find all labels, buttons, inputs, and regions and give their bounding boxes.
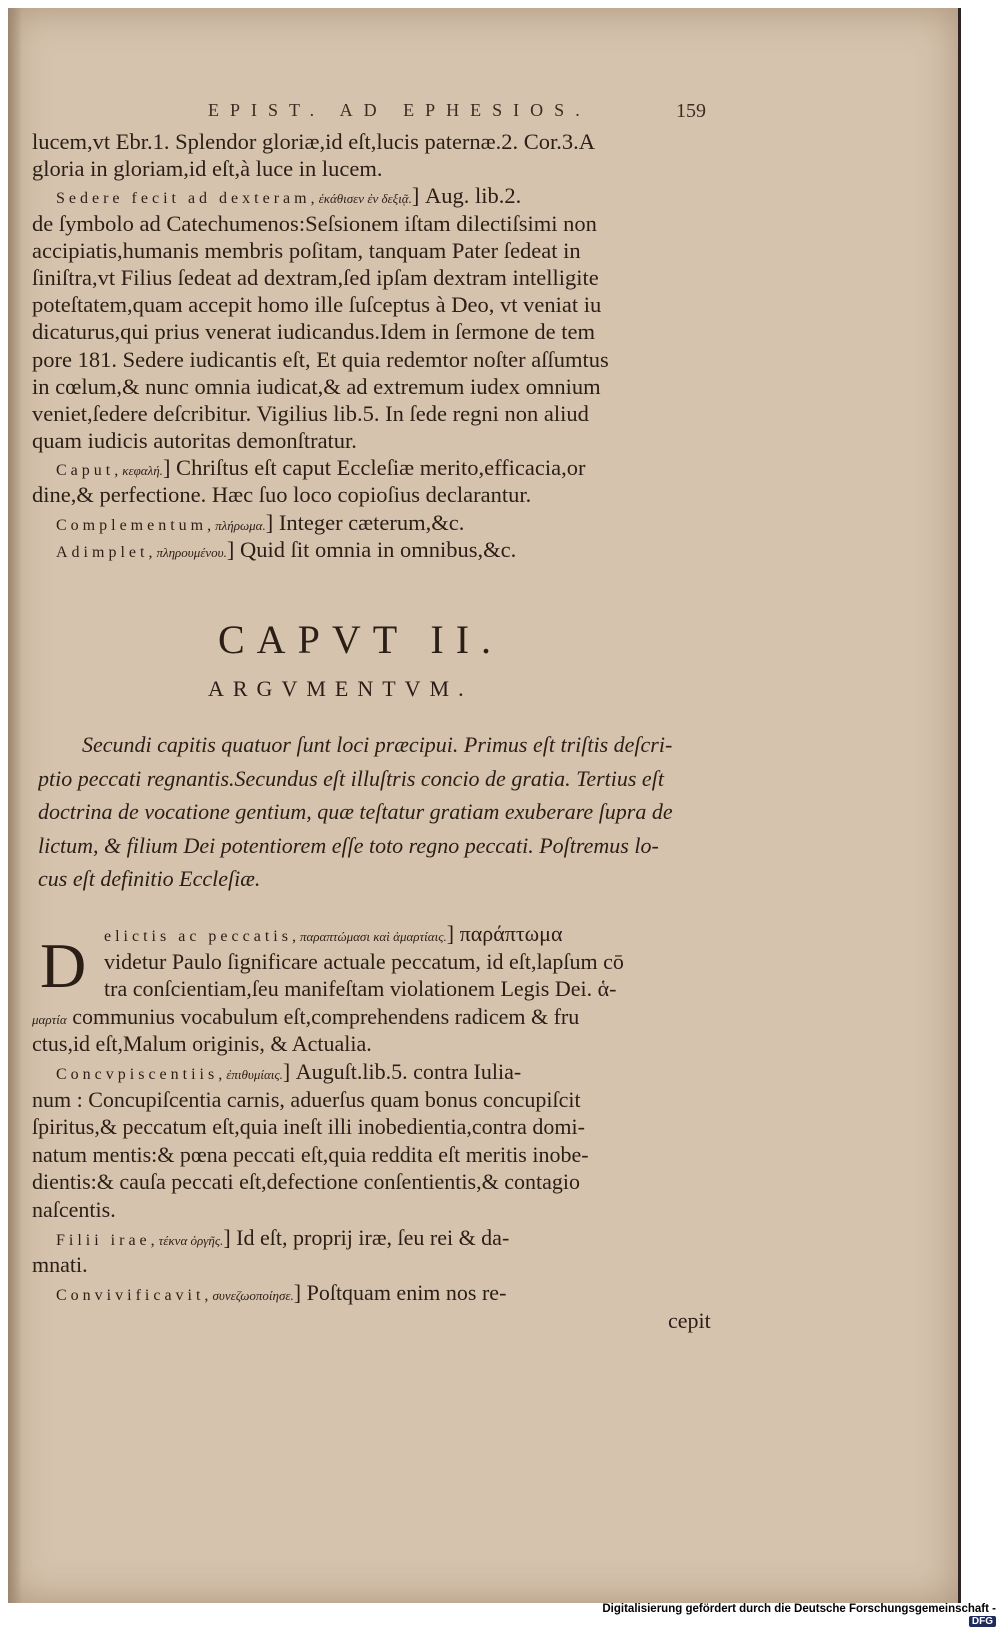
argument-line: lictum, & filium Dei potentiorem eſſe toto regno peccati. Poſtremus lo- bbox=[38, 832, 659, 858]
chapter-title: CAPVT II. bbox=[218, 617, 504, 662]
line-text: tra conſcientiam,ſeu manifeſtam violationem Legis Dei. ἁ- bbox=[104, 976, 617, 1002]
text-line bbox=[32, 1196, 722, 1224]
text-line bbox=[32, 237, 722, 264]
text-line bbox=[32, 291, 722, 318]
folio-number: 159 bbox=[676, 100, 706, 122]
line-text: mnati. bbox=[32, 1252, 88, 1278]
text-line bbox=[32, 155, 722, 182]
line-text: quam iudicis autoritas demonſtratur. bbox=[32, 428, 357, 454]
text-line bbox=[32, 1058, 722, 1086]
running-title: EPIST. AD EPHESIOS. bbox=[208, 100, 591, 120]
line-text: ] παράπτωμα bbox=[446, 921, 563, 946]
text-line bbox=[32, 1168, 722, 1196]
text-line bbox=[32, 400, 722, 427]
line-text: pore 181. Sedere iudicantis eſt, Et quia redemtor noſter aſſumtus bbox=[32, 346, 609, 372]
line-text: veniet,ſedere deſcribitur. Vigilius lib.5. In ſede regni non aliud bbox=[32, 400, 589, 426]
lemma-heading: Complementum, bbox=[56, 516, 216, 534]
text-line bbox=[32, 509, 722, 536]
text-line bbox=[32, 1279, 722, 1307]
lemma-heading: Convivificavit, bbox=[56, 1286, 213, 1304]
drop-cap: D bbox=[40, 930, 87, 1001]
greek-term: πληρουμένου. bbox=[156, 544, 227, 560]
line-text: ] Poſtquam enim nos re- bbox=[293, 1279, 507, 1305]
line-text: poteſtatem,quam accepit homo ille ſuſceptus à Deo, vt veniat iu bbox=[32, 292, 602, 318]
lemma-heading: Filii irae, bbox=[56, 1231, 159, 1249]
text-line bbox=[32, 948, 722, 976]
line-text: ſiniſtra,vt Filius ſedeat ad dextram,ſed ipſam dextram intelligite bbox=[32, 264, 599, 290]
greek-term: ἐπιθυμίαις. bbox=[226, 1066, 283, 1082]
argument-line: doctrina de vocatione gentium, quæ teſtatur gratiam exuberare ſupra de bbox=[38, 799, 673, 824]
text-line bbox=[32, 128, 722, 155]
greek-term: συνεζωοποίησε. bbox=[212, 1287, 294, 1303]
text-line bbox=[32, 536, 722, 563]
greek-term: κεφαλή. bbox=[122, 463, 163, 479]
argument-text bbox=[38, 728, 728, 896]
line-text: lucem,vt Ebr.1. Splendor gloriæ,id eſt,lucis paternæ.2. Cor.3.A bbox=[32, 129, 596, 154]
line-text: ] Id eſt, proprij iræ, ſeu rei & da- bbox=[223, 1224, 510, 1250]
line-text: dine,& perfectione. Hæc ſuo loco copioſius declarantur. bbox=[32, 482, 532, 508]
commentary-block-1 bbox=[32, 128, 722, 563]
lemma-heading: Concvpiscentiis, bbox=[56, 1065, 227, 1083]
text-line bbox=[32, 318, 722, 345]
greek-term: μαρτία bbox=[32, 1011, 67, 1027]
line-text: ſpiritus,& peccatum eſt,quia ineſt illi inobedientia,contra domi- bbox=[32, 1114, 585, 1140]
text-line bbox=[32, 1086, 722, 1114]
line-text: communius vocabulum eſt,comprehendens radicem & fru bbox=[66, 1003, 580, 1029]
dfg-logo: DFG bbox=[969, 1616, 996, 1627]
greek-term: πλήρωμα. bbox=[215, 517, 266, 533]
text-line bbox=[32, 373, 722, 400]
greek-term: τέκνα ὀργῆς. bbox=[158, 1232, 224, 1248]
line-text: naſcentis. bbox=[32, 1196, 116, 1222]
greek-term: ἐκάθισεν ἐν δεξιᾷ. bbox=[318, 191, 412, 207]
text-line bbox=[32, 427, 722, 454]
line-text: dientis:& cauſa peccati eſt,defectione conſentientis,& contagio bbox=[32, 1169, 580, 1195]
text-line bbox=[32, 182, 722, 209]
commentary-block-2 bbox=[32, 920, 722, 1306]
line-text: ] Aug. lib.2. bbox=[411, 183, 522, 209]
text-line bbox=[32, 1141, 722, 1169]
text-line bbox=[32, 1003, 722, 1031]
credit-text: Digitalisierung gefördert durch die Deutsche Forschungsgemeinschaft - bbox=[602, 1603, 996, 1615]
text-line bbox=[32, 481, 722, 508]
lemma-heading: elictis ac peccatis, bbox=[104, 928, 300, 945]
text-line bbox=[32, 346, 722, 373]
text-line bbox=[32, 920, 722, 948]
greek-term: παραπτώμασι καὶ ἁμαρτίαις. bbox=[299, 929, 447, 944]
line-text: de ſymbolo ad Catechumenos:Seſsionem iſtam dilectiſsimi non bbox=[32, 210, 597, 236]
line-text: accipiatis,humanis membris poſitam, tanquam Pater ſedeat in bbox=[32, 237, 581, 263]
text-line bbox=[32, 1251, 722, 1279]
catchword: cepit bbox=[668, 1308, 711, 1333]
lemma-heading: Adimplet, bbox=[56, 543, 157, 561]
argument-title: ARGVMENTVM. bbox=[208, 676, 473, 701]
text-line bbox=[32, 454, 722, 481]
text-line bbox=[32, 264, 722, 291]
argument-line: ptio peccati regnantis.Secundus eſt illuſtris concio de gratia. Tertius eſt bbox=[38, 765, 664, 791]
text-line bbox=[32, 1224, 722, 1252]
text-line bbox=[32, 210, 722, 237]
book-page bbox=[8, 8, 961, 1603]
line-text: ] Chriſtus eſt caput Eccleſiæ merito,efficacia,or bbox=[162, 455, 586, 481]
line-text: dicaturus,qui prius venerat iudicandus.Idem in ſermone de tem bbox=[32, 319, 595, 345]
digitization-credit bbox=[600, 1603, 996, 1627]
line-text: in cœlum,& nunc omnia iudicat,& ad extremum iudex omnium bbox=[32, 373, 601, 399]
line-text: ] Integer cæterum,&c. bbox=[265, 509, 465, 535]
line-text: ] Auguſt.lib.5. contra Iulia- bbox=[282, 1058, 522, 1084]
lemma-heading: Sedere fecit ad dexteram, bbox=[56, 190, 319, 208]
line-text: ] Quid ſit omnia in omnibus,&c. bbox=[226, 536, 517, 562]
argument-line: cus eſt definitio Eccleſiæ. bbox=[38, 866, 261, 891]
line-text: videtur Paulo ſignificare actuale peccatum, id eſt,lapſum cō bbox=[104, 948, 624, 974]
line-text: ctus,id eſt,Malum originis, & Actualia. bbox=[32, 1031, 372, 1057]
text-line bbox=[32, 1113, 722, 1141]
line-text: natum mentis:& pœna peccati eſt,quia reddita eſt meritis inobe- bbox=[32, 1141, 589, 1167]
lemma-heading: Caput, bbox=[56, 462, 123, 480]
line-text: num : Concupiſcentia carnis, aduerſus quam bonus concupiſcit bbox=[32, 1086, 581, 1112]
text-line bbox=[32, 1030, 722, 1058]
text-line bbox=[32, 975, 722, 1003]
argument-line: Secundi capitis quatuor ſunt loci præcipui. Primus eſt triſtis deſcri- bbox=[82, 732, 673, 757]
line-text: gloria in gloriam,id eſt,à luce in lucem. bbox=[32, 156, 383, 182]
